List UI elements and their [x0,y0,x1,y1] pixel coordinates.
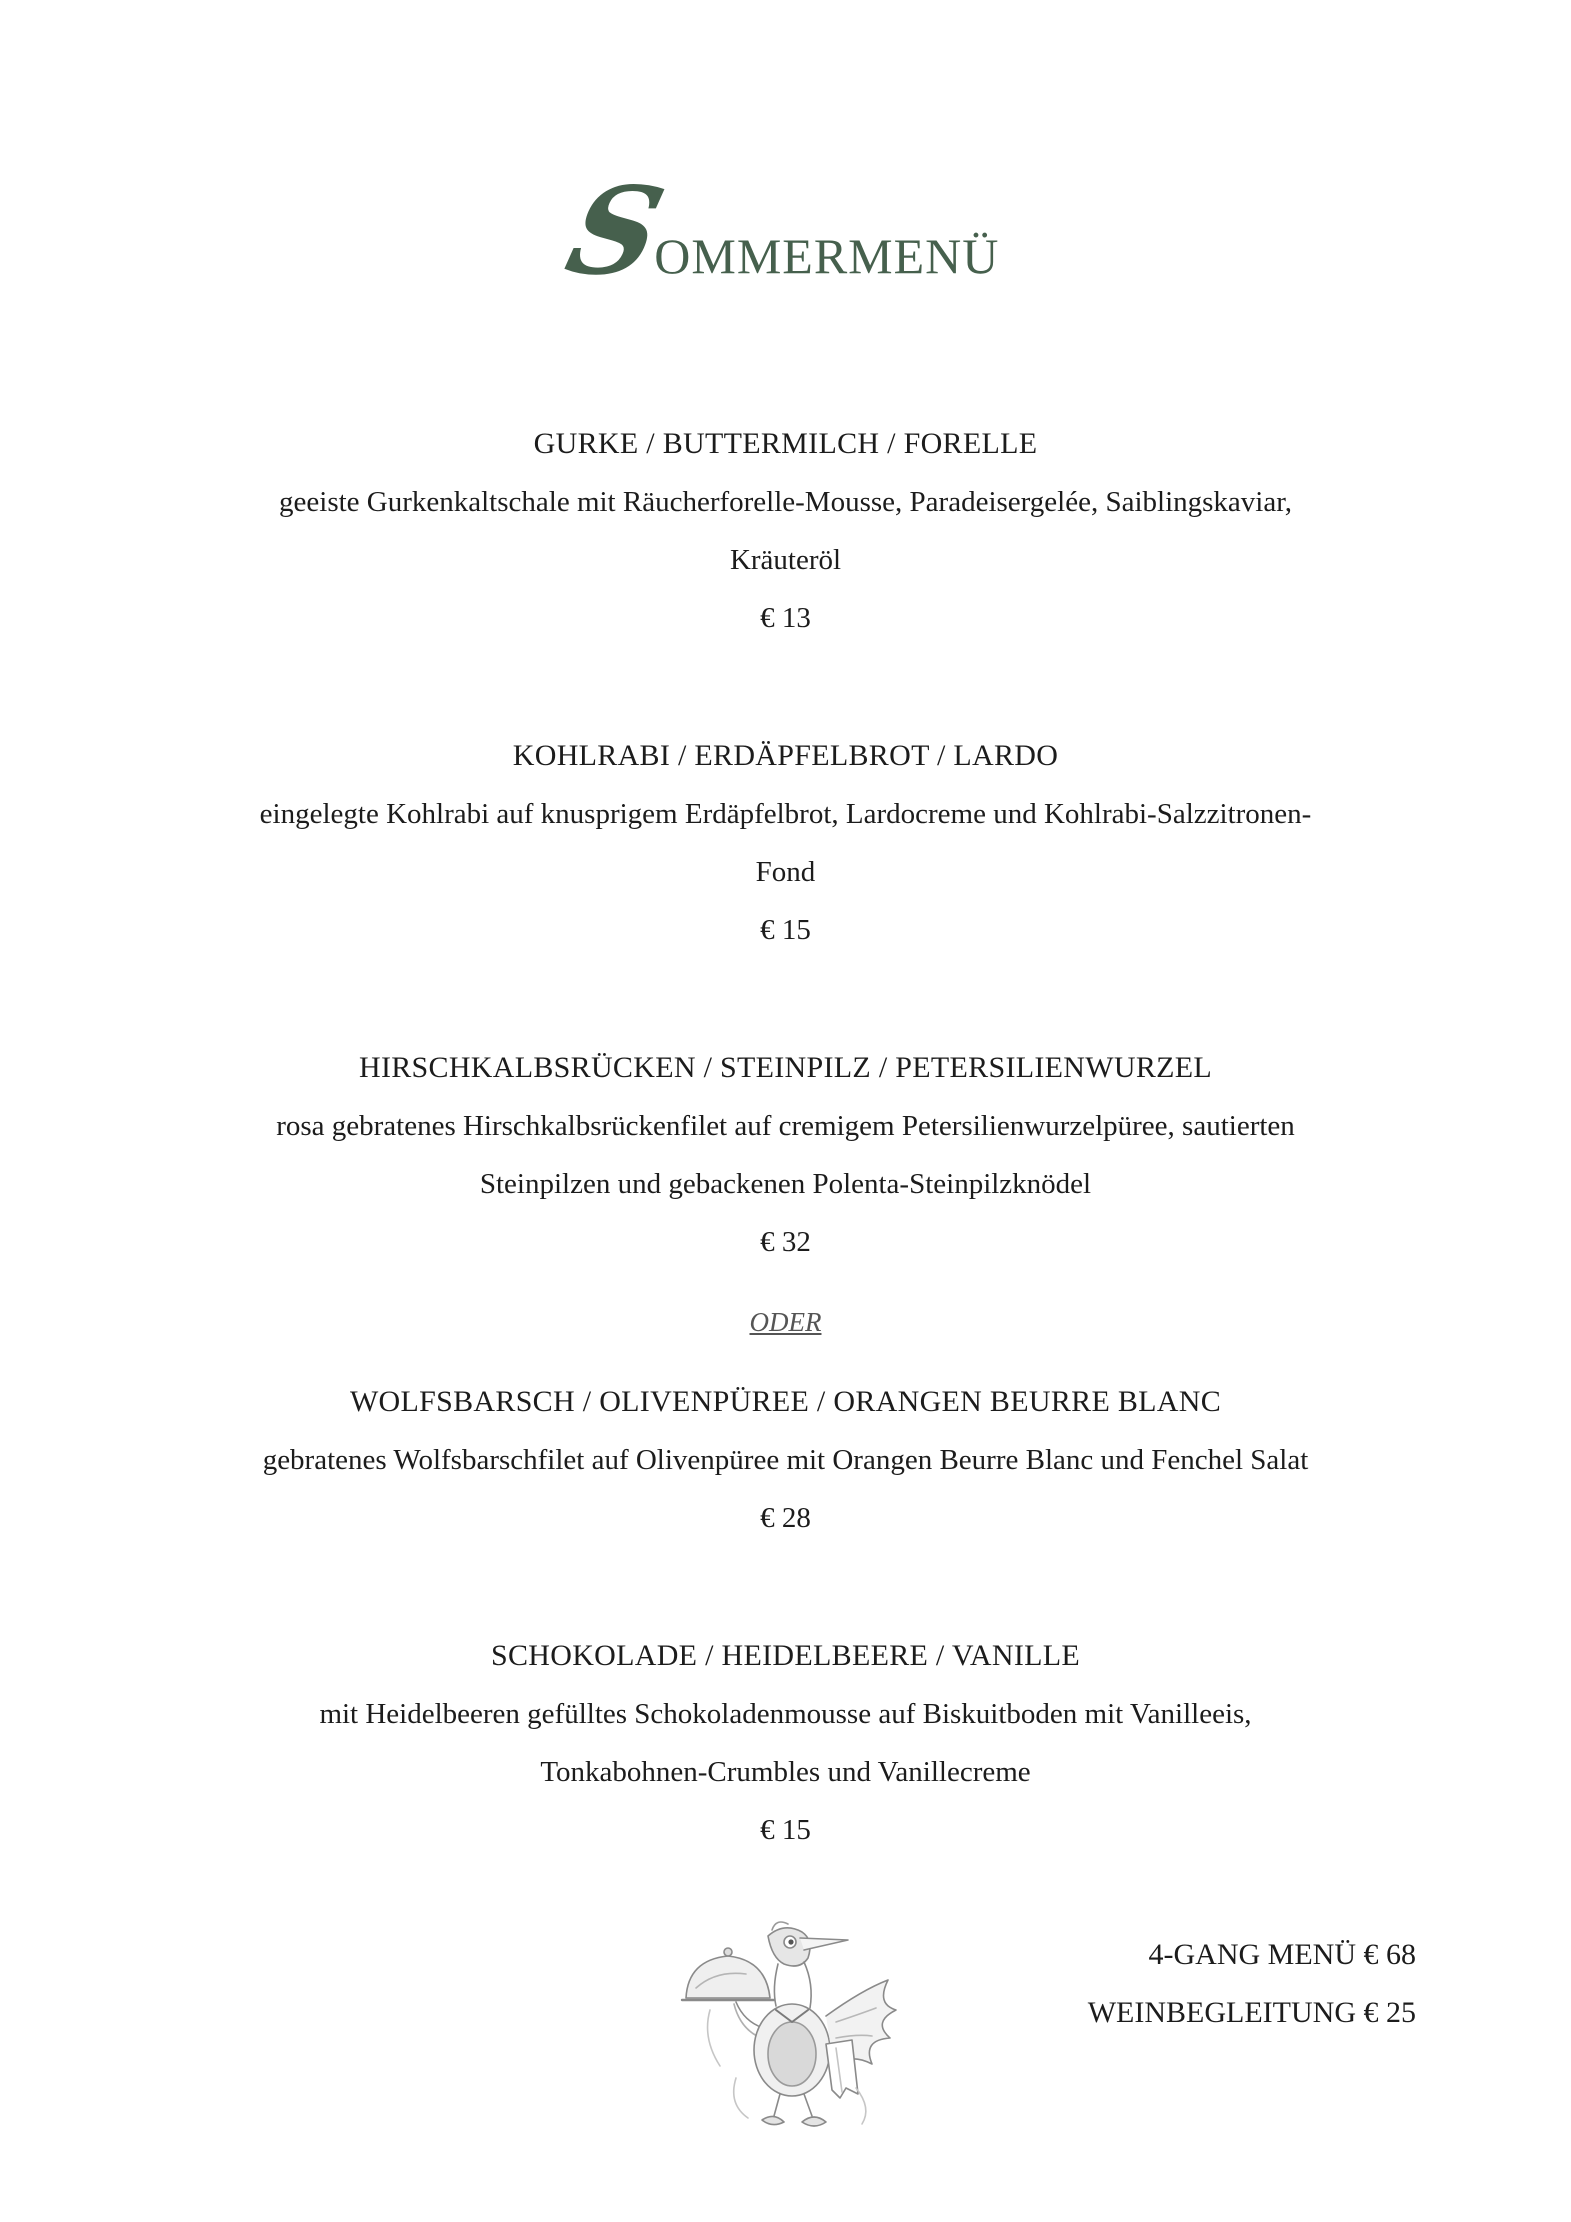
course-title: GURKE / BUTTERMILCH / FORELLE [533,427,1038,460]
course-title: SCHOKOLADE / HEIDELBEERE / VANILLE [490,1639,1081,1672]
menu-title-initial: S [554,161,676,302]
alternative-separator: ODER [749,1307,822,1337]
course-description-line: Tonkabohnen-Crumbles und Vanillecreme [540,1756,1031,1788]
course-description-line: gebratenes Wolfsbarschfilet auf Olivenpüree mit Orangen Beurre Blanc und Fenchel Salat [262,1444,1309,1476]
course-5 [0,1627,1571,1859]
course-price: € 32 [760,1226,811,1258]
course-description-line: Kräuteröl [729,544,842,576]
course-3 [0,1039,1571,1271]
menu-title-rest: OMMERMENÜ [654,228,1000,284]
course-description [166,473,1406,589]
course-description-line: Fond [755,856,816,888]
course-description-line: rosa gebratenes Hirschkalbsrückenfilet auf cremigem Petersilienwurzelpüree, sautierten [276,1110,1295,1142]
course-price: € 13 [760,602,811,634]
bird-waiter-illustration [676,1918,906,2136]
course-2 [0,727,1571,959]
menu-title [0,161,1571,302]
course-price: € 15 [760,1814,811,1846]
course-title: KOHLRABI / ERDÄPFELBROT / LARDO [512,739,1059,772]
course-1 [0,415,1571,647]
course-title: WOLFSBARSCH / OLIVENPÜREE / ORANGEN BEURRE BLANC [349,1385,1222,1418]
course-description [166,1097,1406,1213]
menu-summary [1088,1926,1416,2042]
course-description [166,1431,1406,1489]
course-4 [0,1373,1571,1547]
wine-pairing-price: WEINBEGLEITUNG € 25 [1087,1996,1416,2029]
course-description [166,1685,1406,1801]
course-price: € 28 [760,1502,811,1534]
course-description-line: Steinpilzen und gebackenen Polenta-Steinpilzknödel [479,1168,1092,1200]
course-description [166,785,1406,901]
course-description-line: geeiste Gurkenkaltschale mit Räucherforelle-Mousse, Paradeisergelée, Saiblingskaviar, [279,486,1292,518]
course-title: HIRSCHKALBSRÜCKEN / STEINPILZ / PETERSILIENWURZEL [358,1051,1212,1084]
course-description-line: mit Heidelbeeren gefülltes Schokoladenmousse auf Biskuitboden mit Vanilleeis, [319,1698,1252,1730]
course-description-line: eingelegte Kohlrabi auf knusprigem Erdäpfelbrot, Lardocreme und Kohlrabi-Salzzitronen- [259,798,1312,830]
four-course-menu-price: 4-GANG MENÜ € 68 [1148,1938,1416,1971]
course-price: € 15 [760,914,811,946]
